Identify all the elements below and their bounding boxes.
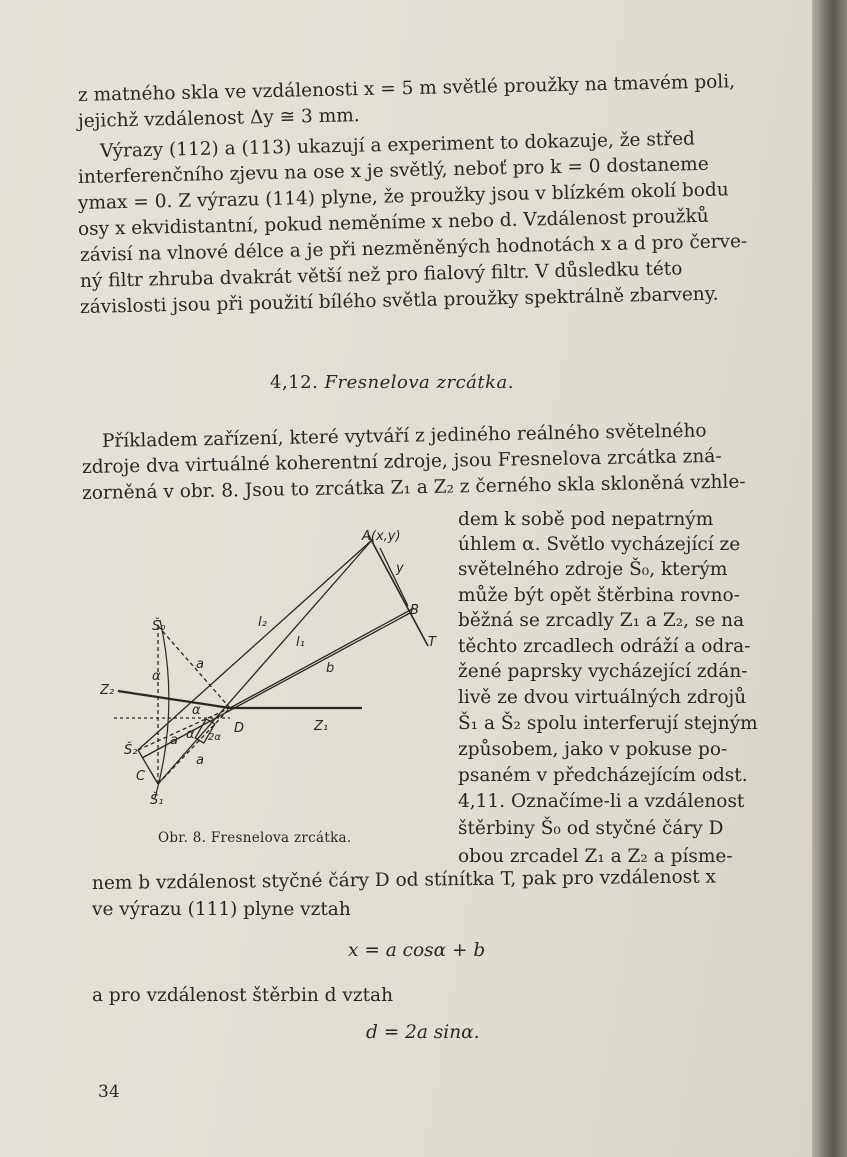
- label-two-alpha: 2α: [208, 732, 221, 743]
- section-number: 4,12.: [270, 372, 319, 393]
- screen-t: [368, 534, 428, 646]
- label-c: C: [136, 769, 146, 784]
- page-number: 34: [98, 1082, 120, 1102]
- label-l1: l₁: [296, 635, 305, 650]
- label-b: b: [326, 661, 335, 676]
- text-line: jejichž vzdálenost Δy ≅ 3 mm.: [77, 105, 360, 132]
- text-line: závisí na vlnové délce a je při nezměněných hodnotách x a d pro červe-: [79, 231, 748, 266]
- text-line: zorněná v obr. 8. Jsou to zrcátka Z₁ a Z₂ z černého skla skloněná vzhle-: [81, 471, 746, 504]
- label-z2: Z₂: [100, 683, 115, 698]
- section-title: Fresnelova zrcátka.: [324, 372, 514, 393]
- text-line: žené paprsky vycházející zdán-: [458, 661, 748, 682]
- text-line: obou zrcadel Z₁ a Z₂ a písme-: [458, 846, 733, 867]
- label-d: D: [234, 721, 245, 736]
- figure-caption: Obr. 8. Fresnelova zrcátka.: [158, 830, 352, 846]
- text-line: může být opět štěrbina rovno-: [458, 585, 740, 606]
- text-line: a pro vzdálenost štěrbin d vztah: [92, 985, 393, 1006]
- text-line: těchto zrcadlech odráží a odra-: [458, 636, 751, 657]
- text-line: ymax = 0. Z výrazu (114) plyne, že proužky jsou v blízkém okolí bodu: [77, 179, 729, 214]
- label-s0: Š₀: [152, 619, 166, 634]
- source-circle-arc: [155, 620, 169, 798]
- label-a-lower: a: [196, 753, 204, 768]
- axis-y-marker: [380, 548, 408, 606]
- ray-l1: [158, 540, 372, 784]
- ray-l2: [138, 540, 372, 750]
- text-line: běžná se zrcadly Z₁ a Z₂, se na: [458, 610, 745, 631]
- equation-d: d = 2a sinα.: [366, 1022, 480, 1043]
- text-line: způsobem, jako v pokuse po-: [458, 739, 728, 760]
- label-s2: Š₂: [124, 743, 138, 758]
- label-alpha-2: α: [192, 703, 201, 718]
- label-y: y: [396, 561, 404, 576]
- label-t: T: [428, 635, 436, 650]
- text-line: osy x ekvidistantní, pokud neměníme x nebo d. Vzdálenost proužků: [77, 205, 709, 240]
- text-line: ve výrazu (111) plyne vztah: [92, 899, 351, 920]
- text-line: nem b vzdálenost styčné čáry D od stínítka T, pak pro vzdálenost x: [91, 866, 717, 894]
- text-line: zdroje dva virtuálné koherentní zdroje, jsou Fresnelova zrcátka zná-: [81, 445, 722, 478]
- text-line: úhlem α. Světlo vycházející ze: [458, 534, 741, 555]
- label-l2: l₂: [258, 615, 267, 630]
- text-line: ný filtr zhruba dvakrát větší než pro fialový filtr. V důsledku této: [79, 258, 683, 292]
- section-heading: [270, 372, 570, 393]
- label-alpha-3: α: [186, 727, 195, 742]
- text-line: psaném v předcházejícím odst.: [458, 765, 748, 786]
- text-line: štěrbiny Š₀ od styčné čáry D: [458, 818, 724, 839]
- dashed-s2-d: [138, 708, 230, 750]
- fresnel-mirrors-figure: [100, 528, 450, 828]
- label-b-point: B: [410, 603, 419, 618]
- text-line: světelného zdroje Š₀, kterým: [458, 559, 728, 580]
- text-line: 4,11. Označíme-li a vzdálenost: [458, 791, 745, 812]
- label-s1: Š₁: [150, 793, 164, 808]
- label-alpha-1: α: [152, 669, 161, 684]
- text-line: závislosti jsou při použití bílého světla proužky spektrálně zbarveny.: [79, 283, 719, 318]
- label-a-point: A(x,y): [362, 529, 401, 544]
- text-line: z matného skla ve vzdálenosti x = 5 m světlé proužky na tmavém poli,: [77, 71, 736, 106]
- mirror-z2: [118, 691, 230, 708]
- text-line: Výrazy (112) a (113) ukazují a experiment to dokazuje, že střed: [99, 128, 696, 162]
- equation-x: x = a cosα + b: [348, 940, 486, 961]
- label-a-upper: a: [196, 657, 204, 672]
- text-line: Příkladem zařízení, které vytváří z jediného reálného světelného: [101, 420, 707, 452]
- text-line: dem k sobě pod nepatrným: [458, 509, 714, 530]
- ray-from-c: [142, 613, 410, 758]
- text-line: Š₁ a Š₂ spolu interferují stejným: [458, 713, 758, 734]
- text-line: interferenčního zjevu na ose x je světlý, neboť pro k = 0 dostaneme: [77, 153, 709, 188]
- label-a-mid: a: [170, 733, 178, 748]
- text-line: livě ze dvou virtuálných zdrojů: [458, 687, 747, 708]
- label-z1: Z₁: [314, 719, 329, 734]
